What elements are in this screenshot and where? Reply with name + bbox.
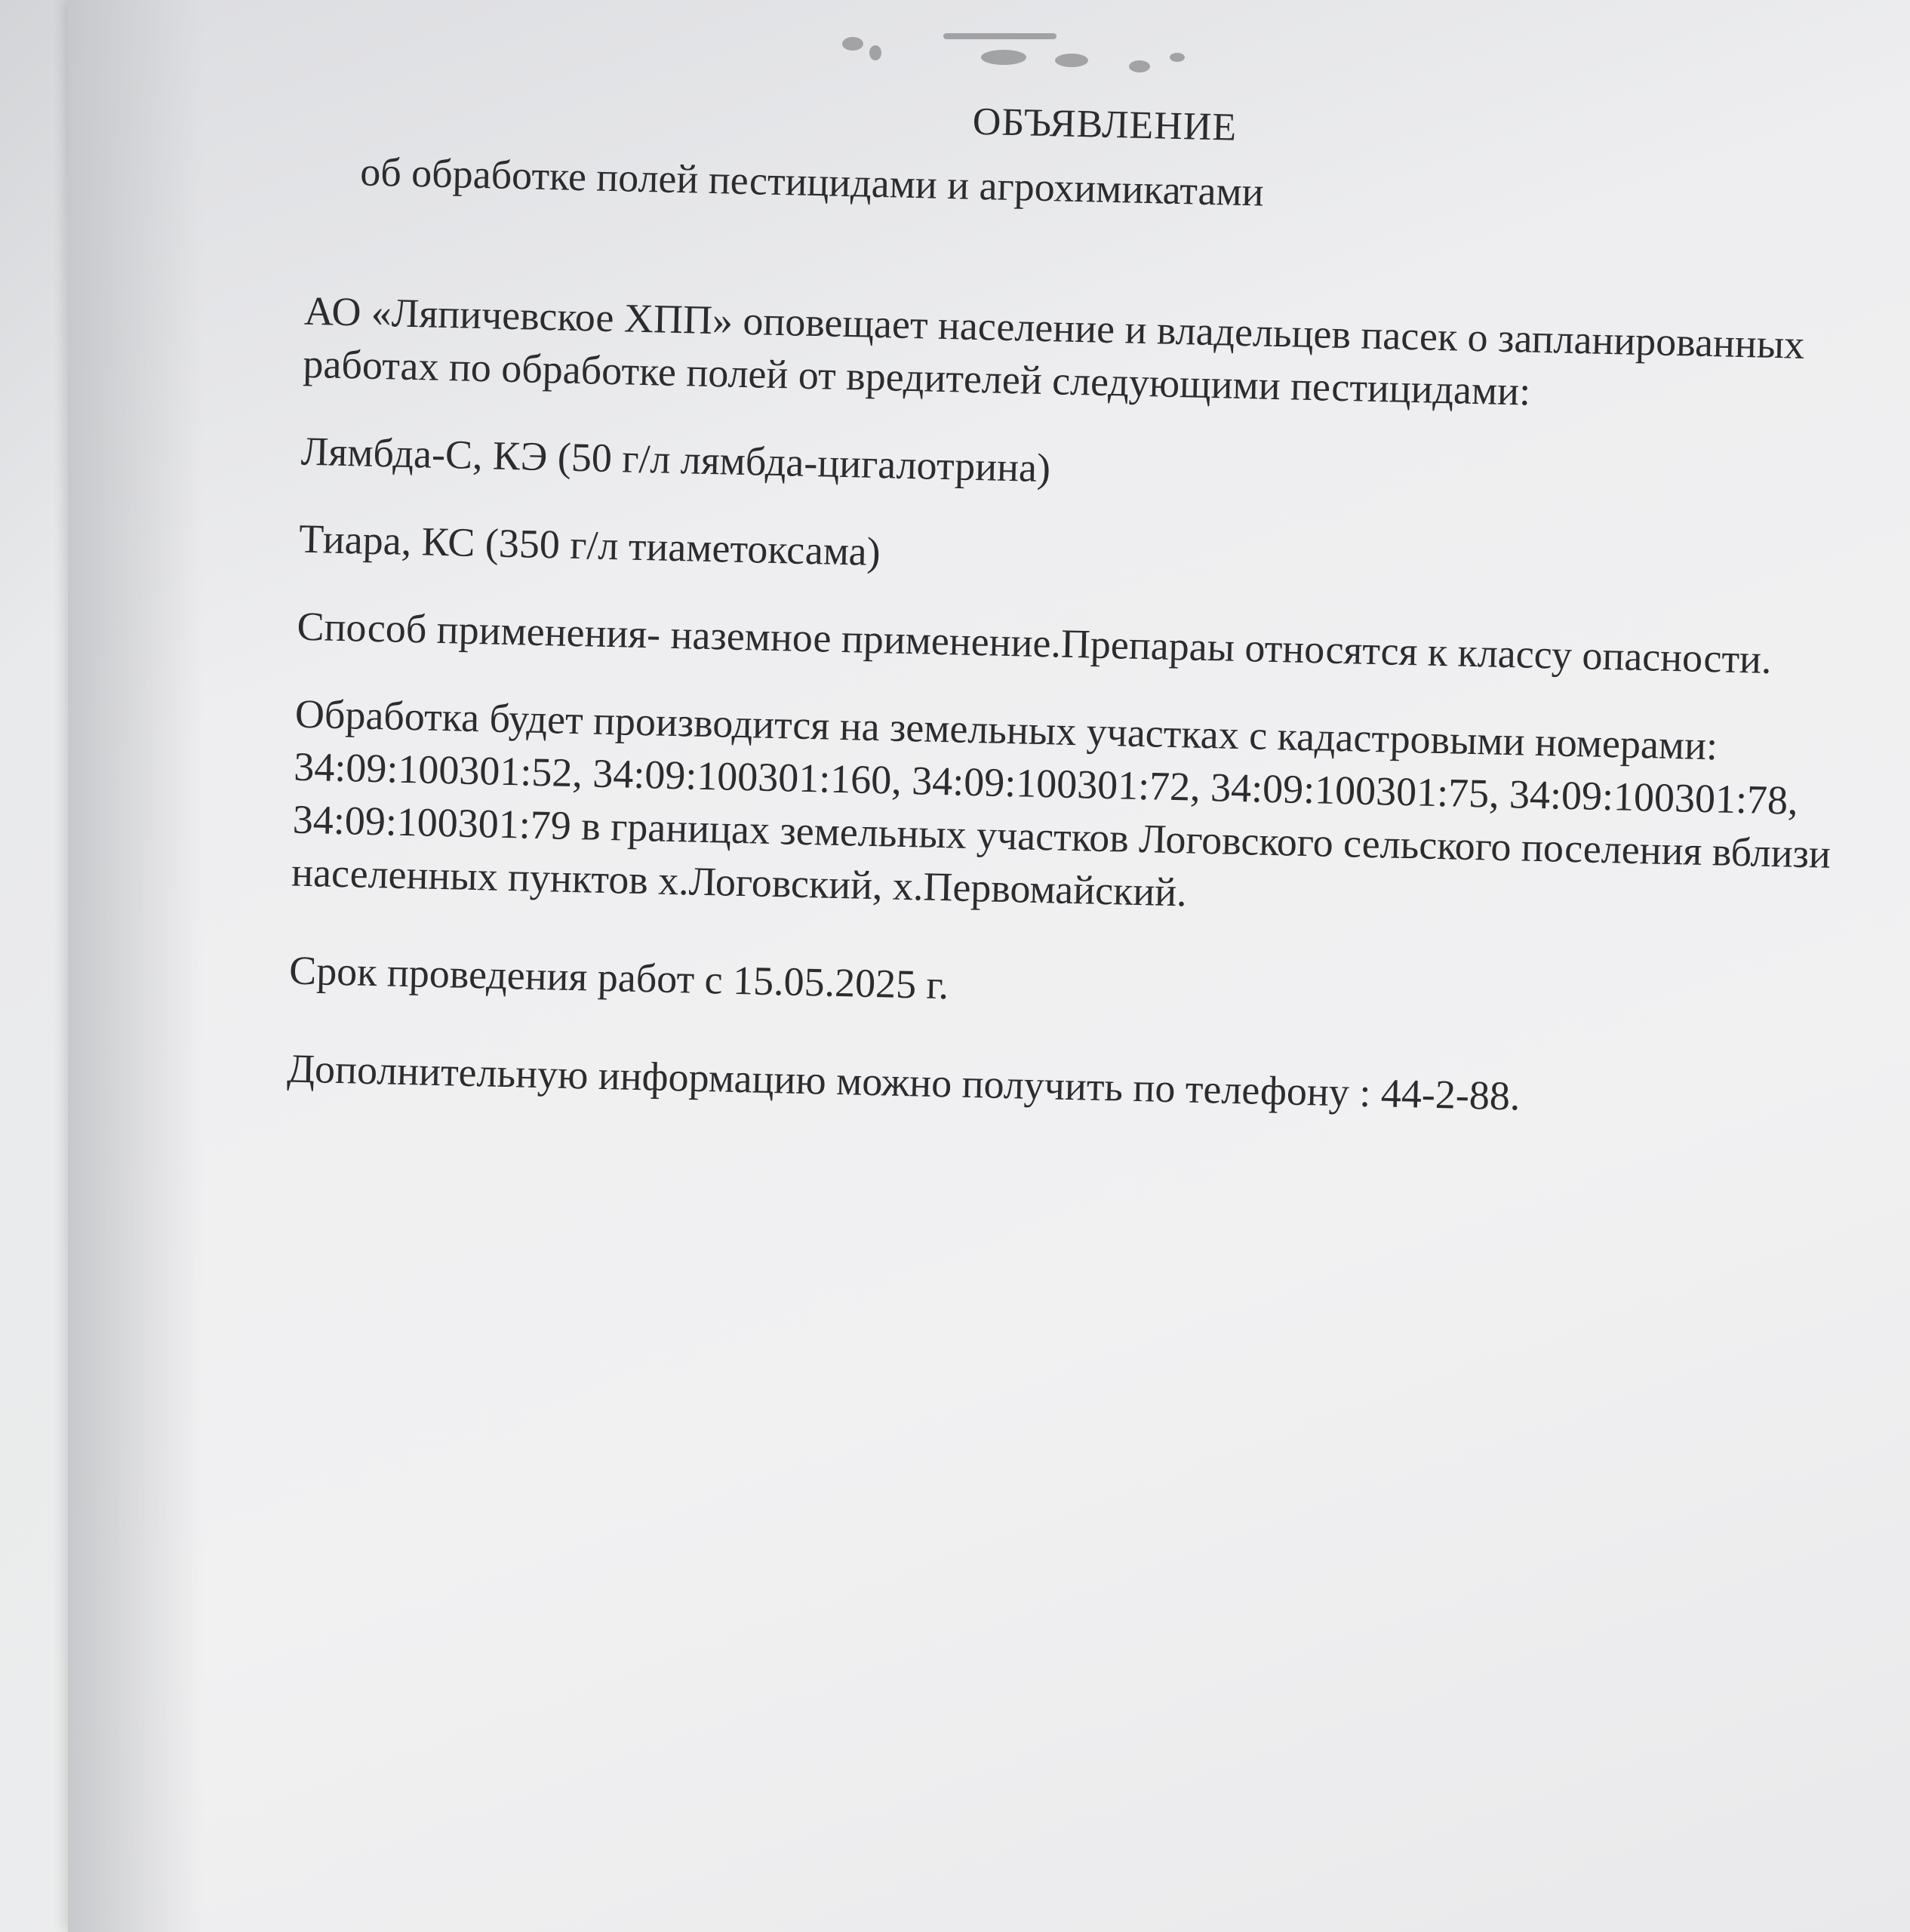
contact-phone-paragraph: Дополнительную информацию можно получить по телефону : 44-2-88. (286, 1045, 1521, 1119)
intro-paragraph: АО «Ляпичевское ХПП» оповещает население и владельцев пасек о запланированных работах по обработке полей от вредителей следующими пестицидами: (302, 288, 1805, 414)
page-edge-shadow (68, 0, 204, 1932)
document-title: ОБЪЯВЛЕНИЕ (972, 100, 1238, 149)
pesticide-item-2: Тиара, КС (350 г/л тиаметоксама) (298, 515, 881, 575)
work-period-paragraph: Срок проведения работ с 15.05.2025 г. (288, 947, 949, 1008)
toner-smudge-mark (823, 14, 1215, 82)
cadastral-numbers-paragraph: Обработка будет производится на земельных участках с кадастровыми номерами: 34:09:100301:52, 34:09:100301:160, 34:09:100301:72, 34:09:100301:75, 34:09:100301:78, 34:09:100301:79 в границах земельных участков Логовского сельского поселения вблизи населенных пунктов х.Логовский, х.Первомайский. (291, 691, 1832, 915)
paper-sheet (68, 0, 1910, 1932)
pesticide-item-1: Лямбда-С, КЭ (50 г/л лямбда-цигалотрина) (300, 428, 1051, 491)
announcement-text-block (226, 83, 1879, 1165)
document-subtitle: об обработке полей пестицидами и агрохимикатами (359, 149, 1265, 215)
application-method-paragraph: Способ применения- наземное применение.Препараы относятся к классу опасности. (297, 603, 1773, 682)
